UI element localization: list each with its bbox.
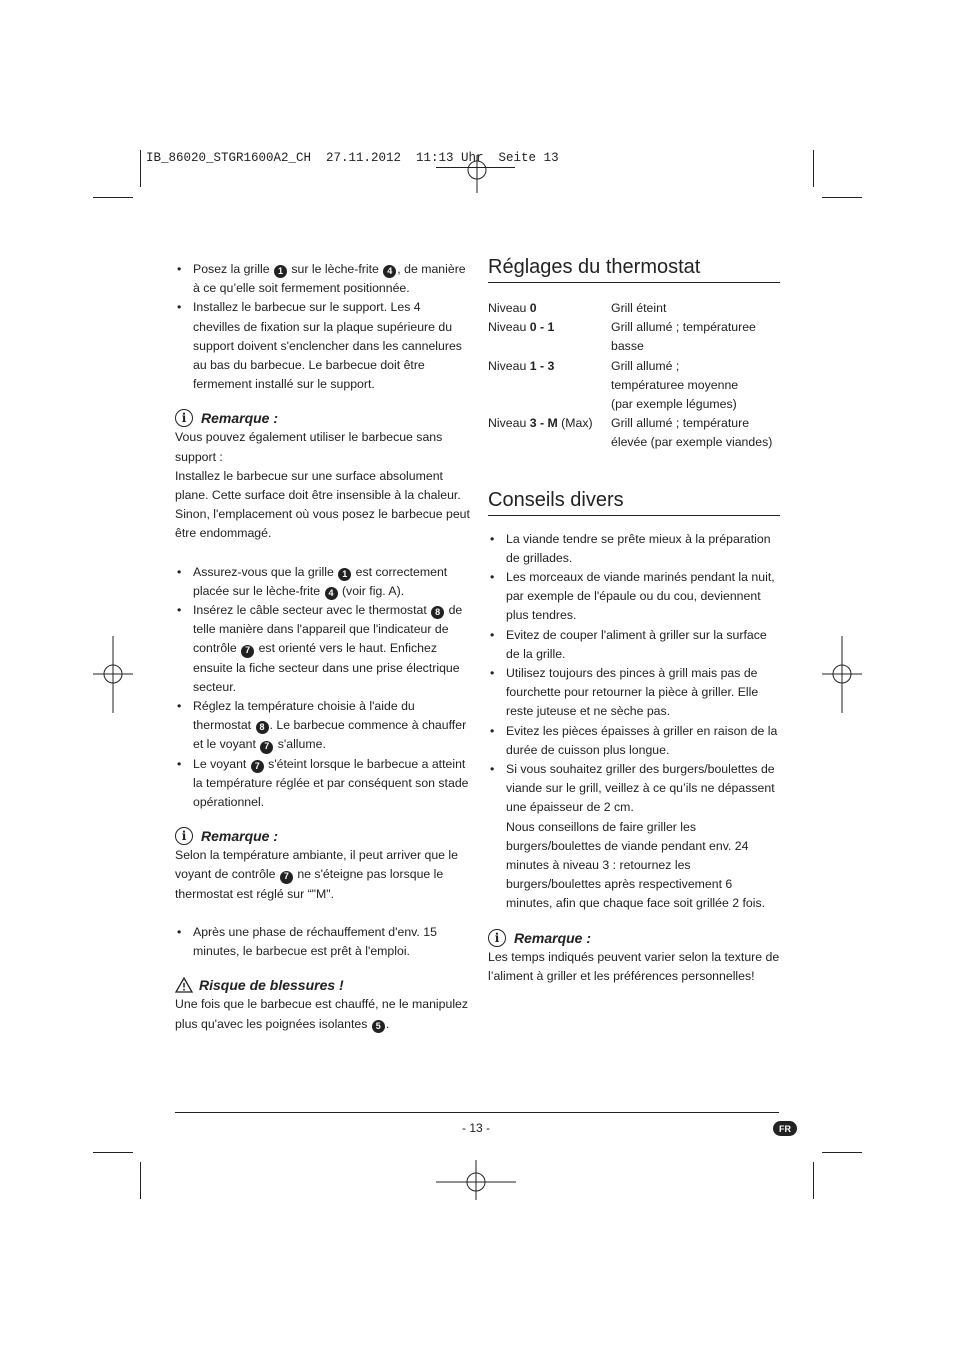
note-heading-2: i Remarque :: [175, 826, 470, 846]
text-run: Une fois que le barbecue est chauffé, ne le manipulez plus qu'avec les poignées isolantes: [175, 997, 469, 1031]
thermostat-row: [488, 357, 780, 415]
level-cell: [488, 299, 611, 318]
note-text-2: [175, 846, 470, 904]
text-run: Posez la grille: [193, 262, 273, 276]
level-label: Niveau: [488, 416, 530, 431]
warning-text: [175, 995, 470, 1033]
callout-number-icon: 7: [241, 645, 254, 658]
callout-number-icon: 4: [325, 587, 338, 600]
list-item: [175, 298, 470, 394]
warning-triangle-icon: [175, 977, 193, 993]
text-run: Selon la température ambiante, il peut arriver que le voyant de contrôle: [175, 848, 458, 882]
tip-item: • Les morceaux de viande marinés pendant la nuit, par exemple de l'épaule ou du cou, deviennent plus tendres.: [488, 568, 780, 626]
text-run: est orienté vers le haut. Enfichez ensuite la fiche secteur dans une prise électrique secteur.: [193, 641, 460, 694]
level-label: Niveau: [488, 358, 530, 373]
registration-mark-right: [822, 636, 862, 713]
footer-rule: [175, 1112, 779, 1113]
tip-item: • Evitez les pièces épaisses à griller en raison de la durée de cuisson plus longue.: [488, 722, 780, 760]
note-heading-1: i Remarque :: [175, 408, 470, 428]
note-text-1: Vous pouvez également utiliser le barbecue sans support : Installez le barbecue sur une surface absolument plane. Cette surface doit être insensible à la chaleur. Sinon, l'emplacement où vous posez le barbecue peut être endommagé.: [175, 430, 470, 541]
print-slug: IB_86020_STGR1600A2_CH 27.11.2012 11:13 Uhr Seite 13: [146, 151, 559, 165]
text-run: Après une phase de réchauffement d'env. 15 minutes, le barbecue est prêt à l'emploi.: [193, 924, 437, 959]
text-run: s'éteint lorsque le barbecue a atteint la température réglée et par conséquent son stade opérationnel.: [193, 756, 469, 810]
level-value: 3 - M: [529, 416, 558, 431]
registration-mark-left: [93, 636, 133, 713]
list-setup: [175, 260, 470, 394]
level-label: Niveau: [488, 320, 530, 335]
thermostat-row: [488, 414, 780, 452]
note-heading-3: i Remarque :: [488, 928, 780, 948]
tip-item: • La viande tendre se prête mieux à la préparation de grillades.: [488, 530, 780, 568]
level-description: Grill allumé ; température élevée (par exemple viandes): [611, 416, 773, 450]
thermostat-row: [488, 299, 780, 318]
registration-mark-bottom: [436, 1160, 516, 1200]
text-run: de telle manière dans l'appareil que l'indicateur de contrôle: [193, 603, 463, 656]
page-number: - 13 -: [462, 1121, 491, 1135]
callout-number-icon: 1: [274, 265, 287, 278]
text-run: s'allume.: [274, 737, 326, 752]
info-icon: i: [175, 409, 193, 427]
callout-number-icon: 1: [338, 568, 351, 581]
level-cell: [488, 414, 611, 452]
list-ready: [175, 923, 470, 961]
list-item: [175, 260, 470, 298]
language-badge: FR: [773, 1121, 797, 1136]
callout-number-icon: 8: [431, 606, 444, 619]
text-run: , de manière à ce qu’elle soit fermement positionnée.: [193, 262, 466, 296]
callout-number-icon: 8: [256, 721, 269, 734]
level-description: Grill allumé ; températuree basse: [611, 320, 756, 354]
tip-item: • Si vous souhaitez griller des burgers/boulettes de viande sur le grill, veillez à ce qu’ils ne dépassent une épaisseur de 2 cm. Nous conseillons de faire griller les burgers/boulettes de viande pendant env. 24 minutes à niveau 3 : retournez les burgers/boulettes après respectivement 6 minutes, afin que chaque face soit grillée 2 fois.: [488, 760, 780, 914]
level-extra: (Max): [557, 416, 593, 431]
text-run: Le voyant: [193, 756, 250, 771]
text-run: Insérez le câble secteur avec le thermostat: [193, 603, 431, 618]
tip-item: • Utilisez toujours des pinces à grill mais pas de fourchette pour retourner la pièce à griller. Elle reste juteuse et ne sèche pas.: [488, 664, 780, 722]
info-icon: i: [175, 827, 193, 845]
level-value: 0: [529, 301, 537, 315]
text-run: .: [385, 1016, 390, 1031]
right-column: [488, 254, 780, 986]
text-run: Réglez la température choisie à l'aide du thermostat: [193, 699, 415, 733]
callout-number-icon: 4: [383, 265, 396, 278]
text-run: ne s'éteigne pas lorsque le thermostat est réglé sur “"M".: [175, 867, 444, 901]
note-text-3: Les temps indiqués peuvent varier selon la texture de l’aliment à griller et les préférences personnelles!: [488, 949, 780, 983]
level-cell: [488, 318, 611, 356]
thermostat-heading: Réglages du thermostat: [488, 254, 780, 283]
text-run: (voir fig. A).: [338, 583, 405, 598]
list-item: [175, 755, 470, 813]
text-run: . Le barbecue commence à chauffer et le voyant: [193, 718, 467, 752]
text-run: Assurez-vous que la grille: [193, 564, 338, 579]
callout-number-icon: 7: [260, 741, 273, 754]
level-cell: [488, 357, 611, 415]
text-run: est correctement placée sur le lèche-frite: [193, 564, 448, 598]
level-value: 1 - 3: [529, 358, 555, 373]
level-value: 0 - 1: [529, 320, 555, 335]
callout-number-icon: 7: [280, 871, 293, 884]
list-item: [175, 563, 470, 601]
list-item: [175, 923, 470, 961]
list-item: [175, 697, 470, 755]
level-description: Grill allumé ; températuree moyenne (par exemple légumes): [611, 358, 739, 412]
list-usage: [175, 563, 470, 813]
level-label: Niveau: [488, 301, 530, 315]
tips-heading: Conseils divers: [488, 487, 780, 516]
tips-list: [488, 530, 780, 914]
text-run: Installez le barbecue sur le support. Les 4 chevilles de fixation sur la plaque supérieure du support doivent s'enclencher dans les cannelures au bas du barbecue. Le barbecue doit être fermement installé sur le support.: [193, 300, 462, 392]
tip-item: • Evitez de couper l'aliment à griller sur la surface de la grille.: [488, 626, 780, 664]
callout-number-icon: 7: [251, 760, 264, 773]
thermostat-row: [488, 318, 780, 356]
warning-heading: Risque de blessures !: [175, 975, 470, 995]
text-run: sur le lèche-frite: [287, 262, 383, 276]
level-description: Grill éteint: [611, 301, 667, 315]
callout-number-icon: 5: [372, 1020, 385, 1033]
info-icon: i: [488, 929, 506, 947]
thermostat-table: [488, 299, 780, 453]
list-item: [175, 601, 470, 697]
left-column: [175, 260, 470, 1034]
